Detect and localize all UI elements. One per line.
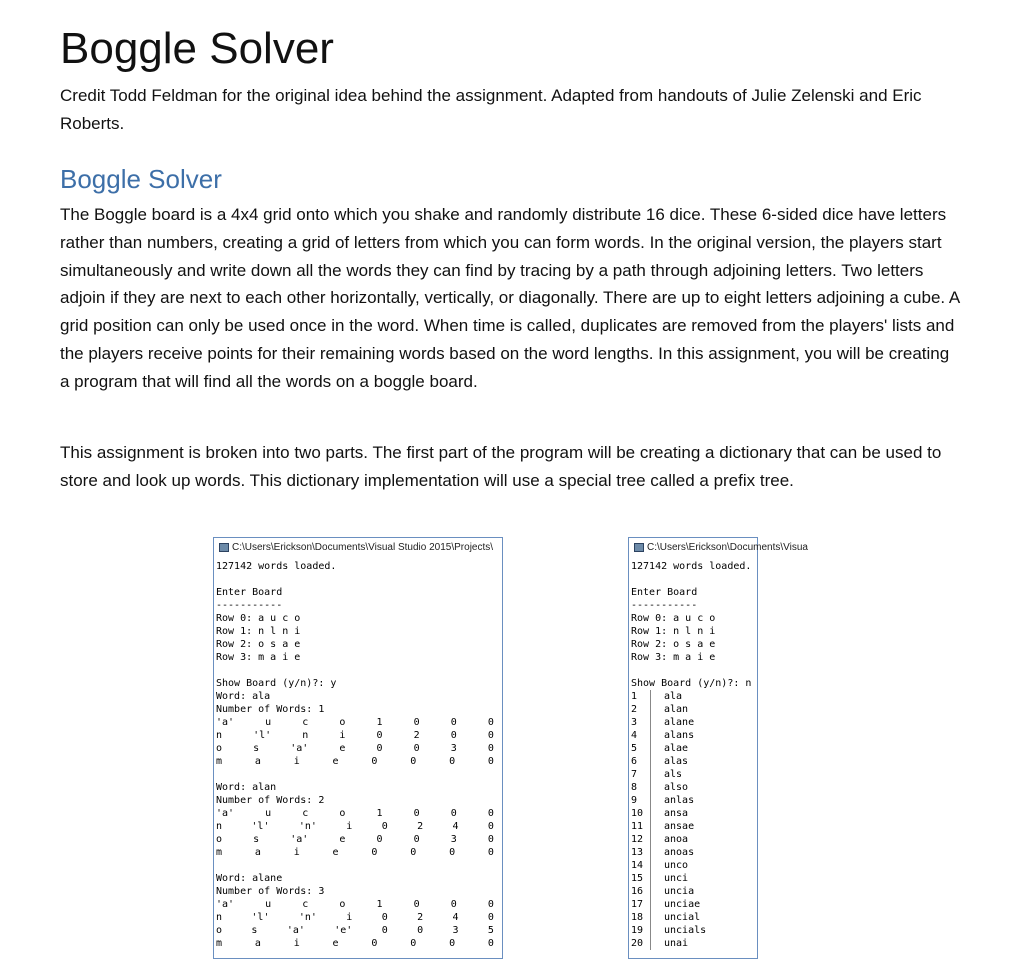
grid-cell: 0 xyxy=(487,756,494,767)
word-count-line: Number of Words: 1 xyxy=(216,704,325,715)
word-index: 11 xyxy=(631,820,651,833)
grid-row xyxy=(216,898,494,911)
grid-cell: 0 xyxy=(413,808,420,819)
board-row-line: Row 0: a u c o xyxy=(631,613,716,624)
grid-row xyxy=(216,755,494,768)
found-word: als xyxy=(664,769,683,780)
found-word: ala xyxy=(664,691,683,702)
grid-cell: 0 xyxy=(410,847,417,858)
board-row-line: Row 1: n l n i xyxy=(216,626,301,637)
word-index: 5 xyxy=(631,742,651,755)
console-window-right xyxy=(628,537,808,959)
grid-cell: 0 xyxy=(413,899,420,910)
word-count-line: Number of Words: 3 xyxy=(216,886,325,897)
grid-row xyxy=(216,924,494,937)
grid-cell: 'l' xyxy=(253,730,272,741)
grid-cell: 0 xyxy=(410,938,417,949)
found-word: anoa xyxy=(664,834,689,845)
grid-cell: n xyxy=(216,912,223,923)
grid-cell: 0 xyxy=(376,730,383,741)
word-index: 1 xyxy=(631,690,651,703)
grid-cell: 0 xyxy=(487,730,494,741)
enter-board-line: Enter Board xyxy=(631,587,698,598)
grid-cell: 0 xyxy=(413,834,420,845)
grid-cell: o xyxy=(216,925,223,936)
found-word: unai xyxy=(664,938,689,949)
word-count-line: Number of Words: 2 xyxy=(216,795,325,806)
grid-cell: e xyxy=(332,756,339,767)
grid-cell: o xyxy=(216,834,223,845)
grid-row xyxy=(216,716,494,729)
grid-cell: c xyxy=(302,808,309,819)
word-list-row xyxy=(631,690,757,703)
found-word: anoas xyxy=(664,847,695,858)
grid-cell: 0 xyxy=(413,717,420,728)
found-word: alane xyxy=(664,717,695,728)
grid-cell: e xyxy=(332,938,339,949)
grid-row xyxy=(216,833,494,846)
grid-cell: 0 xyxy=(450,717,457,728)
grid-cell: 'a' xyxy=(290,834,309,845)
grid-cell: 0 xyxy=(487,743,494,754)
console-app-icon xyxy=(219,543,229,552)
grid-cell: 4 xyxy=(452,912,459,923)
grid-cell: 0 xyxy=(487,938,494,949)
grid-cell: u xyxy=(265,717,272,728)
word-list-row xyxy=(631,807,757,820)
found-word: uncial xyxy=(664,912,701,923)
grid-cell: n xyxy=(302,730,309,741)
word-line: Word: alan xyxy=(216,782,277,793)
grid-cell: 0 xyxy=(376,743,383,754)
word-list-row xyxy=(631,924,757,937)
word-list-row xyxy=(631,781,757,794)
section-heading: Boggle Solver xyxy=(60,164,222,194)
grid-cell: 0 xyxy=(449,847,456,858)
word-index: 3 xyxy=(631,716,651,729)
grid-cell: e xyxy=(332,847,339,858)
word-blocks xyxy=(216,690,502,950)
grid-cell: 0 xyxy=(487,899,494,910)
grid-cell: 2 xyxy=(417,912,424,923)
grid-cell: 'a' xyxy=(216,899,235,910)
grid-cell: 'n' xyxy=(298,912,317,923)
word-index: 2 xyxy=(631,703,651,716)
grid-cell: i xyxy=(293,938,300,949)
intro-paragraph: The Boggle board is a 4x4 grid onto which you shake and randomly distribute 16 dice. These 6-sided dice have letters rather than numbers, creating a grid of letters from which you can form words. In the original version, the players start simultaneously and write down all the words they can find by tracing by a path through adjoining letters. Two letters adjoin if they are next to each other horizontally, vertically, or diagonally. There are up to eight letters adjoining a cube. A grid position can only be used once in the word. When time is called, duplicates are removed from the players' lists and the players receive points for their remaining words based on the word lengths. In this assignment, you will be creating a program that will find all the words on a boggle board. xyxy=(60,205,960,391)
grid-cell: c xyxy=(302,899,309,910)
grid-cell: 0 xyxy=(417,925,424,936)
grid-cell: 0 xyxy=(371,756,378,767)
word-index: 6 xyxy=(631,755,651,768)
word-list xyxy=(631,690,757,950)
grid-row xyxy=(216,807,494,820)
grid-cell: n xyxy=(216,821,223,832)
console-titlebar xyxy=(629,538,808,556)
found-word: uncials xyxy=(664,925,707,936)
board-row-line: Row 1: n l n i xyxy=(631,626,716,637)
grid-cell: 'l' xyxy=(251,912,270,923)
word-index: 13 xyxy=(631,846,651,859)
grid-cell: 4 xyxy=(452,821,459,832)
found-word: alas xyxy=(664,756,689,767)
grid-row xyxy=(216,820,494,833)
board-row-line: Row 3: m a i e xyxy=(631,652,716,663)
grid-cell: m xyxy=(216,847,223,858)
console-output xyxy=(214,556,502,950)
grid-cell: 1 xyxy=(376,899,383,910)
grid-cell: 0 xyxy=(450,808,457,819)
grid-cell: 3 xyxy=(450,743,457,754)
grid-cell: 'n' xyxy=(298,821,317,832)
grid-cell: 0 xyxy=(487,847,494,858)
grid-cell: o xyxy=(339,717,346,728)
word-index: 14 xyxy=(631,859,651,872)
grid-cell: i xyxy=(293,756,300,767)
grid-cell: 0 xyxy=(410,756,417,767)
grid-cell: i xyxy=(339,730,346,741)
grid-cell: 0 xyxy=(381,925,388,936)
word-index: 4 xyxy=(631,729,651,742)
word-index: 9 xyxy=(631,794,651,807)
grid-cell: o xyxy=(339,808,346,819)
word-line: Word: alane xyxy=(216,873,283,884)
grid-row xyxy=(216,937,494,950)
grid-row xyxy=(216,729,494,742)
credit-text: Credit Todd Feldman for the original idea behind the assignment. Adapted from handouts of Julie Zelenski and Eric Roberts. xyxy=(60,86,922,133)
grid-cell: o xyxy=(216,743,223,754)
word-index: 20 xyxy=(631,937,651,950)
grid-cell: 0 xyxy=(381,912,388,923)
word-list-row xyxy=(631,885,757,898)
word-index: 8 xyxy=(631,781,651,794)
found-word: unco xyxy=(664,860,689,871)
grid-cell: 0 xyxy=(371,938,378,949)
word-list-row xyxy=(631,729,757,742)
word-list-row xyxy=(631,833,757,846)
console-output xyxy=(629,556,757,950)
grid-cell: e xyxy=(339,834,346,845)
grid-cell: u xyxy=(265,808,272,819)
grid-cell: o xyxy=(339,899,346,910)
grid-cell: n xyxy=(216,730,223,741)
dashes-line: ----------- xyxy=(216,600,283,611)
found-word: ansae xyxy=(664,821,695,832)
grid-cell: 0 xyxy=(371,847,378,858)
grid-cell: e xyxy=(339,743,346,754)
found-word: alans xyxy=(664,730,695,741)
grid-cell: a xyxy=(254,847,261,858)
enter-board-line: Enter Board xyxy=(216,587,283,598)
word-list-row xyxy=(631,820,757,833)
grid-cell: 2 xyxy=(417,821,424,832)
show-board-prompt: Show Board (y/n)?: y xyxy=(216,678,337,689)
grid-row xyxy=(216,911,494,924)
word-index: 10 xyxy=(631,807,651,820)
word-list-row xyxy=(631,755,757,768)
grid-cell: 1 xyxy=(376,808,383,819)
grid-cell: 'a' xyxy=(286,925,305,936)
word-list-row xyxy=(631,703,757,716)
word-list-row xyxy=(631,872,757,885)
dashes-line: ----------- xyxy=(631,600,698,611)
found-word: alae xyxy=(664,743,689,754)
board-row-line: Row 2: o s a e xyxy=(216,639,301,650)
found-word: alan xyxy=(664,704,689,715)
word-index: 16 xyxy=(631,885,651,898)
grid-cell: m xyxy=(216,756,223,767)
grid-cell: 'a' xyxy=(216,808,235,819)
console-window-left xyxy=(213,537,503,959)
word-list-row xyxy=(631,911,757,924)
word-list-row xyxy=(631,794,757,807)
grid-row xyxy=(216,846,494,859)
word-list-row xyxy=(631,846,757,859)
grid-cell: i xyxy=(346,821,353,832)
grid-cell: u xyxy=(265,899,272,910)
word-index: 19 xyxy=(631,924,651,937)
grid-cell: 3 xyxy=(450,834,457,845)
grid-cell: 3 xyxy=(452,925,459,936)
grid-cell: i xyxy=(293,847,300,858)
grid-cell: 'l' xyxy=(251,821,270,832)
grid-cell: 0 xyxy=(376,834,383,845)
word-list-row xyxy=(631,859,757,872)
words-loaded-line: 127142 words loaded. xyxy=(216,561,337,572)
found-word: unci xyxy=(664,873,689,884)
grid-cell: 0 xyxy=(449,938,456,949)
grid-cell: 0 xyxy=(450,730,457,741)
word-line: Word: ala xyxy=(216,691,271,702)
grid-cell: 0 xyxy=(487,912,494,923)
grid-cell: 0 xyxy=(450,899,457,910)
grid-cell: s xyxy=(253,743,260,754)
grid-cell: 0 xyxy=(487,717,494,728)
grid-cell: 0 xyxy=(381,821,388,832)
board-row-line: Row 0: a u c o xyxy=(216,613,301,624)
grid-cell: 0 xyxy=(487,821,494,832)
board-row-line: Row 2: o s a e xyxy=(631,639,716,650)
found-word: unciae xyxy=(664,899,701,910)
grid-cell: m xyxy=(216,938,223,949)
word-index: 18 xyxy=(631,911,651,924)
word-list-row xyxy=(631,898,757,911)
word-index: 15 xyxy=(631,872,651,885)
grid-cell: s xyxy=(253,834,260,845)
console-titlebar xyxy=(214,538,502,556)
grid-cell: 0 xyxy=(487,834,494,845)
grid-cell: a xyxy=(254,938,261,949)
show-board-prompt: Show Board (y/n)?: n xyxy=(631,678,752,689)
grid-cell: 'a' xyxy=(290,743,309,754)
word-list-row xyxy=(631,716,757,729)
found-word: also xyxy=(664,782,689,793)
word-list-row xyxy=(631,768,757,781)
grid-cell: c xyxy=(302,717,309,728)
words-loaded-line: 127142 words loaded. xyxy=(631,561,752,572)
found-word: uncia xyxy=(664,886,695,897)
word-index: 7 xyxy=(631,768,651,781)
grid-cell: s xyxy=(251,925,258,936)
grid-cell: 1 xyxy=(376,717,383,728)
word-list-row xyxy=(631,742,757,755)
grid-cell: 5 xyxy=(487,925,494,936)
grid-cell: 0 xyxy=(449,756,456,767)
word-index: 17 xyxy=(631,898,651,911)
grid-cell: 2 xyxy=(413,730,420,741)
console-title: C:\Users\Erickson\Documents\Visua xyxy=(647,541,808,553)
parts-paragraph: This assignment is broken into two parts. The first part of the program will be creating a dictionary that can be used to store and look up words. This dictionary implementation will use a special tree called a prefix tree. xyxy=(60,443,942,490)
board-row-line: Row 3: m a i e xyxy=(216,652,301,663)
grid-cell: 'a' xyxy=(216,717,235,728)
grid-row xyxy=(216,742,494,755)
grid-cell: 0 xyxy=(413,743,420,754)
found-word: anlas xyxy=(664,795,695,806)
grid-cell: 'e' xyxy=(334,925,353,936)
grid-cell: 0 xyxy=(487,808,494,819)
console-title: C:\Users\Erickson\Documents\Visual Studio 2015\Projects\ xyxy=(232,541,494,553)
word-index: 12 xyxy=(631,833,651,846)
grid-cell: a xyxy=(254,756,261,767)
page-title: Boggle Solver xyxy=(60,24,334,73)
word-list-row xyxy=(631,937,757,950)
console-app-icon xyxy=(634,543,644,552)
grid-cell: i xyxy=(346,912,353,923)
found-word: ansa xyxy=(664,808,689,819)
